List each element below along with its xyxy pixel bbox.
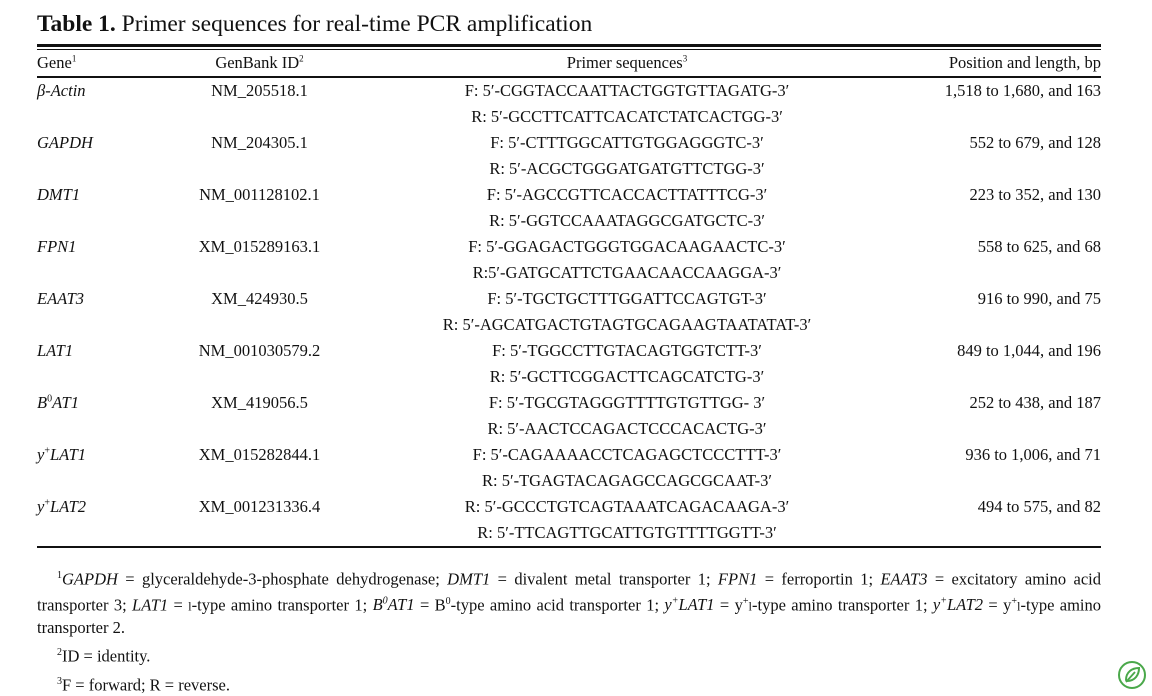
position-cell: 916 to 990, and 75 — [977, 289, 1101, 308]
reverse-primer-cell: R: 5′-TGAGTACAGAGCCAGCGCAAT-3′ — [482, 471, 772, 490]
table-row — [37, 468, 1101, 494]
footnote-3: $^3$F = forward; R = reverse. — [57, 675, 230, 694]
forward-primer-cell: F: 5′-TGGCCTTGTACAGTGGTCTT-3′ — [492, 341, 762, 360]
forward-primer-cell: F: 5′-CTTTGGCATTGTGGAGGGTC-3′ — [490, 133, 764, 152]
table-row — [37, 77, 1101, 104]
table-row — [37, 338, 1101, 364]
position-cell: 552 to 679, and 128 — [969, 133, 1101, 152]
table-row — [37, 494, 1101, 520]
caption-title: Primer sequences for real-time PCR amplification — [115, 11, 593, 37]
position-cell: 223 to 352, and 130 — [969, 185, 1101, 204]
table-row — [37, 234, 1101, 260]
table-row — [37, 364, 1101, 390]
caption-label: Table 1. — [37, 11, 116, 37]
forward-primer-cell: F: 5′-GGAGACTGGGTGGACAAGAACTC-3′ — [468, 237, 786, 256]
reverse-primer-cell: R:5′-GATGCATTCTGAACAACCAAGGA-3′ — [472, 263, 782, 282]
genbank-cell: NM_001128102.1 — [199, 185, 320, 204]
header-genbank: GenBank $ID^2$ — [157, 50, 362, 77]
position-cell: 849 to 1,044, and 196 — [957, 341, 1101, 360]
gene-cell: FPN1 — [37, 237, 77, 256]
gene-cell: y+LAT1 — [37, 445, 87, 464]
header-position: Position and length, bp — [892, 50, 1101, 77]
table-row — [37, 416, 1101, 442]
position-cell: 558 to 625, and 68 — [977, 237, 1101, 256]
position-cell: 494 to 575, and 82 — [977, 497, 1101, 516]
header-gene: Gene$^1$ — [37, 50, 157, 77]
table-container — [37, 8, 1101, 696]
table-row — [37, 104, 1101, 130]
reverse-primer-cell: R: 5′-GCTTCGGACTTCAGCATCTG-3′ — [489, 367, 765, 386]
genbank-cell: XM_015289163.1 — [198, 237, 321, 256]
table-row — [37, 208, 1101, 234]
gene-cell: LAT1 — [37, 341, 74, 360]
table-row — [37, 520, 1101, 547]
reverse-primer-cell: R: 5′-GGTCCAAATAGGCGATGCTC-3′ — [489, 211, 765, 230]
table-row — [37, 390, 1101, 416]
position-cell: 252 to 438, and 187 — [969, 393, 1101, 412]
header-primers: Primer sequences$^3$ — [362, 50, 892, 77]
gene-cell: y+LAT2 — [37, 497, 87, 516]
genbank-cell: XM_419056.5 — [211, 393, 308, 412]
gene-cell: GAPDH — [37, 133, 93, 152]
primer-table — [37, 50, 1101, 548]
genbank-cell: NM_204305.1 — [211, 133, 308, 152]
leaf-logo-icon — [1117, 660, 1147, 690]
reverse-primer-cell: R: 5′-TTCAGTTGCATTGTGTTTTGGTT-3′ — [362, 520, 892, 547]
forward-primer-cell: F: 5′-TGCGTAGGGTTTTGTGTTGG- 3′ — [488, 393, 766, 412]
reverse-primer-cell: R: 5′-ACGCTGGGATGATGTTCTGG-3′ — [489, 159, 765, 178]
forward-primer-cell: F: 5′-AGCCGTTCACCACTTATTTCG-3′ — [486, 185, 768, 204]
table-row — [37, 286, 1101, 312]
table-footnotes — [37, 565, 1101, 696]
gene-cell: DMT1 — [37, 185, 81, 204]
table-caption — [37, 8, 1101, 40]
forward-primer-cell: R: 5′-GCCCTGTCAGTAAATCAGACAAGA-3′ — [464, 497, 790, 516]
table-row — [37, 156, 1101, 182]
genbank-cell: XM_015282844.1 — [198, 445, 321, 464]
table-row — [37, 130, 1101, 156]
reverse-primer-cell: R: 5′-AGCATGACTGTAGTGCAGAAGTAATATAT-3′ — [442, 315, 812, 334]
genbank-cell: NM_205518.1 — [211, 81, 308, 100]
forward-primer-cell: F: 5′-TGCTGCTTTGGATTCCAGTGT-3′ — [487, 289, 767, 308]
footnote-1: $^1$GAPDH = glyceraldehyde-3-phosphate dehydrogenase; DMT1 = divalent metal transporter 1; FPN1 = ferroportin 1; EAAT3 = excitatory amino acid transporter 3; LAT1 = l-type amino transporter 1; $B^0AT1$ = $B^0$-type amino acid transporter 1; y+LAT1 = y+l-type amino transporter 1; y+LAT2 = y+l-type amino transporter 2. — [37, 569, 1101, 637]
genbank-cell: XM_001231336.4 — [198, 497, 321, 516]
reverse-primer-cell: R: 5′-GCCTTCATTCACATCTATCACTGG-3′ — [471, 107, 783, 126]
table-row — [37, 312, 1101, 338]
footnote-2: $^2$ID = identity. — [57, 646, 151, 666]
gene-cell: β-Actin — [37, 81, 86, 100]
position-cell: 1,518 to 1,680, and 163 — [944, 81, 1101, 100]
gene-cell: EAAT3 — [37, 289, 85, 308]
forward-primer-cell: F: 5′-CAGAAAACCTCAGAGCTCCCTTT-3′ — [472, 445, 782, 464]
reverse-primer-cell: R: 5′-AACTCCAGACTCCCACACTG-3′ — [487, 419, 767, 438]
table-row — [37, 260, 1101, 286]
table-row — [37, 182, 1101, 208]
genbank-cell: NM_001030579.2 — [198, 341, 321, 360]
forward-primer-cell: F: 5′-CGGTACCAATTACTGGTGTTAGATG-3′ — [464, 81, 790, 100]
header-row — [37, 50, 1101, 77]
gene-cell: $B^0AT1$ — [37, 393, 79, 412]
table-row — [37, 442, 1101, 468]
position-cell: 936 to 1,006, and 71 — [965, 445, 1101, 464]
genbank-cell: XM_424930.5 — [211, 289, 308, 308]
